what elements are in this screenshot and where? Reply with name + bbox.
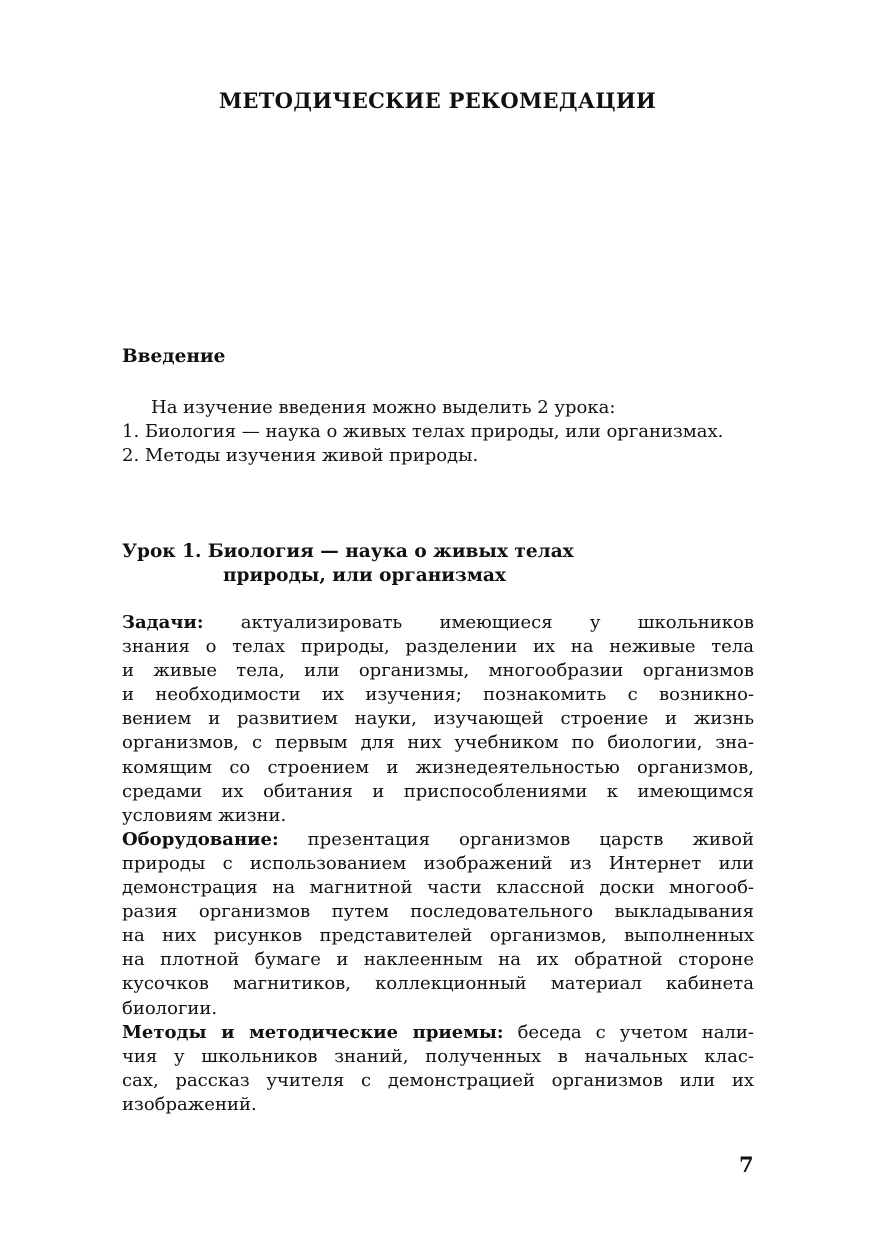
page-number: 7 — [739, 1152, 754, 1177]
equipment-line: природы с использованием изображений из Интернет или — [122, 852, 754, 874]
equipment-line: на плотной бумаге и наклеенным на их обратной стороне — [122, 949, 754, 971]
methods-line: чия у школьников знаний, полученных в начальных клас- — [122, 1045, 754, 1067]
equipment-label: Оборудование: — [122, 828, 279, 850]
equipment-line: разия организмов путем последовательного выкладывания — [122, 901, 754, 923]
tasks-line: и живые тела, или организмы, многообразии организмов — [122, 660, 754, 682]
equipment-line: кусочков магнитиков, коллекционный материал кабинета — [122, 973, 754, 995]
lesson-heading-line1: Урок 1. Биология — наука о живых телах — [122, 541, 574, 562]
equipment-line: биологии. — [122, 997, 218, 1019]
lesson-body — [122, 611, 754, 1117]
methods-line: изображений. — [122, 1093, 257, 1115]
intro-lead: На изучение введения можно выделить 2 урока: — [151, 397, 616, 418]
methods-paragraph — [122, 1021, 754, 1117]
page-title: МЕТОДИЧЕСКИЕ РЕКОМЕДАЦИИ — [218, 88, 657, 113]
methods-label: Методы и методические приемы: — [122, 1021, 504, 1043]
equipment-line: Оборудование: презентация организмов царств живой — [122, 828, 754, 850]
tasks-line: средами их обитания и приспособлениями к имеющимся — [122, 780, 754, 802]
tasks-line: и необходимости их изучения; познакомить с возникно- — [122, 684, 754, 706]
intro-heading: Введение — [122, 346, 226, 367]
tasks-line: вением и развитием науки, изучающей строение и жизнь — [122, 708, 754, 730]
methods-line: сах, рассказ учителя с демонстрацией организмов или их — [122, 1069, 754, 1091]
tasks-line: комящим со строением и жизнедеятельностью организмов, — [122, 756, 754, 778]
lesson-heading — [122, 540, 574, 588]
equipment-line: демонстрация на магнитной части классной доски многооб- — [122, 877, 754, 899]
tasks-label: Задачи: — [122, 612, 204, 633]
tasks-line: организмов, с первым для них учебником по биологии, зна- — [122, 732, 754, 754]
lesson-heading-line2: природы, или организмах — [223, 565, 506, 586]
tasks-line: условиям жизни. — [122, 804, 287, 826]
equipment-paragraph — [122, 828, 754, 1021]
methods-line: Методы и методические приемы: беседа с учетом нали- — [122, 1021, 754, 1043]
tasks-paragraph — [122, 611, 754, 828]
intro-list-item-1: 1. Биология — наука о живых телах природы, или организмах. — [122, 421, 724, 442]
intro-list-item-2: 2. Методы изучения живой природы. — [122, 445, 479, 466]
tasks-line: Задачи: актуализировать имеющиеся у школьников — [122, 612, 754, 633]
equipment-line: на них рисунков представителей организмов, выполненных — [122, 925, 754, 947]
tasks-line: знания о телах природы, разделении их на неживые тела — [122, 636, 754, 658]
intro-block — [122, 396, 754, 468]
